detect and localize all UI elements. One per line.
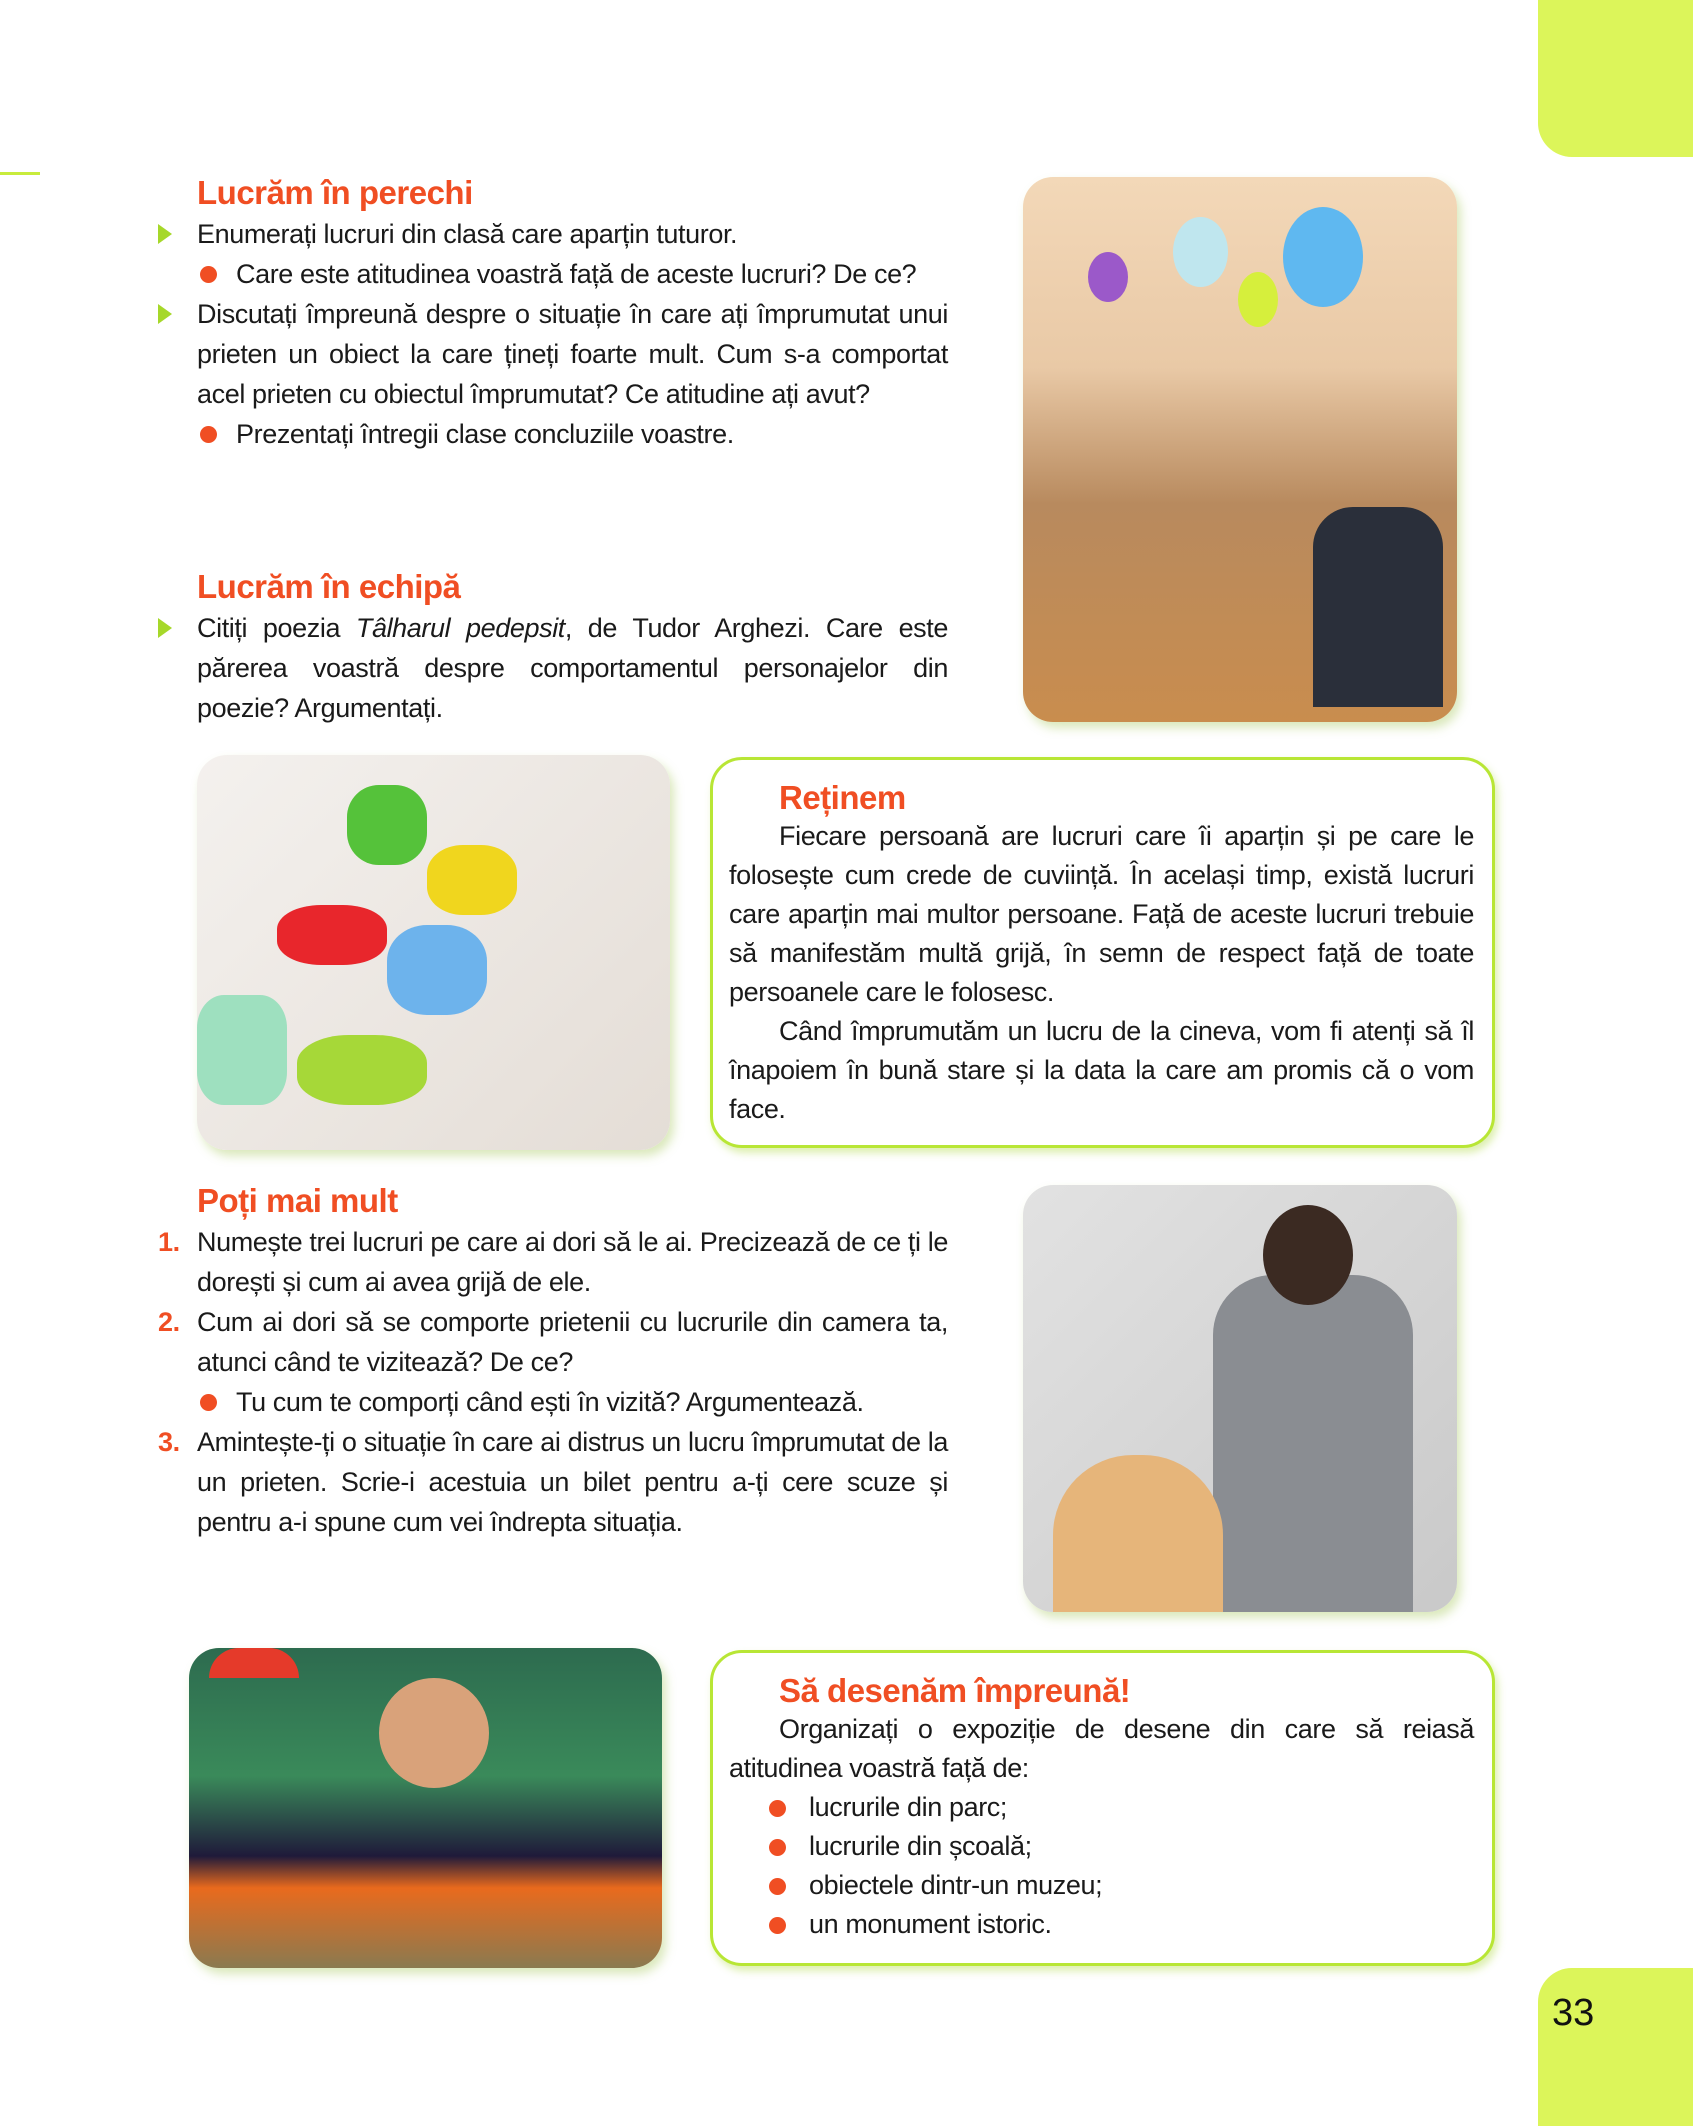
box-title: Reținem: [779, 779, 906, 816]
list-item: [158, 414, 948, 454]
list-item: [729, 1788, 1474, 1827]
section-more: [158, 1180, 948, 1542]
box-title: Să desenăm împreună!: [779, 1672, 1131, 1709]
item-text: Numește trei lucruri pe care ai dori să le ai. Precizează de ce ți le dorești și cum ai avea grijă de ele.: [197, 1227, 948, 1297]
classroom-photo: [1023, 177, 1457, 722]
page-number: 33: [1552, 1992, 1595, 2034]
section-title: Lucrăm în echipă: [197, 568, 461, 605]
item-text: Prezentați întregii clase concluziile voastre.: [236, 419, 734, 449]
item-text: lucrurile din parc;: [809, 1792, 1007, 1822]
drawing-box: [710, 1650, 1495, 1966]
list-item: [729, 1827, 1474, 1866]
item-text: Care este atitudinea voastră față de aceste lucruri? De ce?: [236, 259, 917, 289]
arrow-bullet-icon: [158, 294, 172, 335]
dot-bullet-icon: [200, 414, 217, 454]
poem-title: Tâlharul pedepsit: [355, 613, 565, 643]
pillow-fight-photo: [197, 755, 670, 1150]
item-text: lucrurile din școală;: [809, 1831, 1032, 1861]
list-item: [158, 1422, 948, 1542]
arrow-bullet-icon: [158, 214, 172, 255]
dot-bullet-icon: [769, 1827, 786, 1867]
item-number: 1.: [158, 1227, 180, 1257]
section-pairs: [158, 172, 948, 454]
paragraph: Organizați o expoziție de desene din care să reiasă atitudinea voastră față de:: [729, 1714, 1474, 1783]
list-item: [158, 214, 948, 254]
item-text: Citiți poezia: [197, 613, 356, 643]
children-arguing-photo: [1023, 1185, 1457, 1612]
list-item: [158, 294, 948, 414]
margin-line: [0, 172, 40, 175]
section-title: Poți mai mult: [197, 1182, 398, 1219]
list-item: [158, 608, 948, 728]
paragraph: Fiecare persoană are lucruri care îi aparțin și pe care le folosește cum crede de cuviință. În același timp, există lucruri care aparțin mai multor persoane. Față de aceste lucruri trebuie să manifestăm multă grijă, în semn de respect față de toate persoanele care le folosesc.: [729, 821, 1474, 1007]
list-item: [729, 1905, 1474, 1944]
item-number: 3.: [158, 1427, 180, 1457]
dot-bullet-icon: [769, 1905, 786, 1945]
item-text: Amintește-ți o situație în care ai distrus un lucru împrumutat de la un prieten. Scrie-i acestuia un bilet pentru a-ți cere scuze și pentru a-i spune cum vei îndrepta situația.: [197, 1427, 948, 1537]
arrow-bullet-icon: [158, 608, 172, 649]
item-text: Tu cum te comporți când ești în vizită? Argumentează.: [236, 1387, 864, 1417]
dot-bullet-icon: [200, 1382, 217, 1422]
dot-bullet-icon: [769, 1866, 786, 1906]
list-item: [158, 1302, 948, 1382]
list-item: [158, 254, 948, 294]
item-text: Cum ai dori să se comporte prietenii cu lucrurile din camera ta, atunci când te vizitează? De ce?: [197, 1307, 948, 1377]
item-text: Enumerați lucruri din clasă care aparțin tuturor.: [197, 219, 738, 249]
page-corner-tab: [1538, 0, 1693, 157]
item-text: obiectele dintr-un muzeu;: [809, 1870, 1103, 1900]
item-number: 2.: [158, 1307, 180, 1337]
item-text: , de Tudor Arghezi. Care este părerea voastră despre comportamentul personajelor din poezie? Argumentați.: [197, 613, 949, 723]
item-text: un monument istoric.: [809, 1909, 1052, 1939]
dot-bullet-icon: [769, 1788, 786, 1828]
paragraph: Când împrumutăm un lucru de la cineva, vom fi atenți să îl înapoiem în bună stare și la data la care am promis că o vom face.: [729, 1016, 1474, 1124]
list-item: [729, 1866, 1474, 1905]
retinem-box: [710, 757, 1495, 1148]
item-text: Discutați împreună despre o situație în care ați împrumutat unui prieten un obiect la care țineți foarte mult. Cum s-a comportat acel prieten cu obiectul împrumutat? Ce atitudine ați avut?: [197, 299, 948, 409]
list-item: [158, 1382, 948, 1422]
museum-photo: [189, 1648, 662, 1968]
section-team: [158, 566, 948, 728]
list-item: [158, 1222, 948, 1302]
section-title: Lucrăm în perechi: [197, 174, 473, 211]
dot-bullet-icon: [200, 254, 217, 294]
